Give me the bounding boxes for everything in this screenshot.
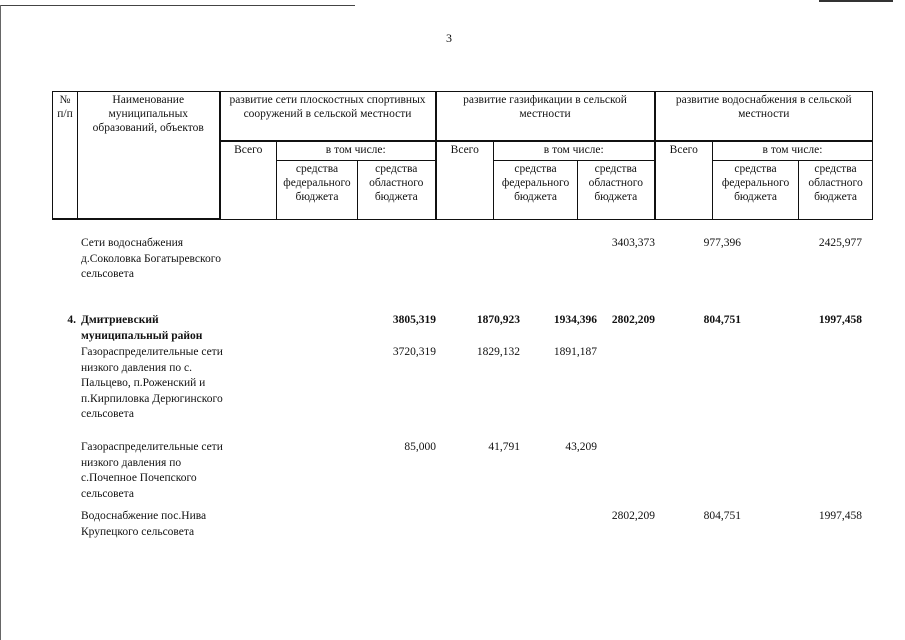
header-group-gas: развитие газификации в сельской местности: [436, 92, 655, 141]
header-group-water: развитие водоснабжения в сельской местности: [655, 92, 873, 141]
water-regional: 2425,977: [818, 237, 862, 249]
header-water-total: Всего: [655, 141, 713, 219]
row-name: Газораспределительные сети низкого давления по с.Почепное Почепского сельсовета: [81, 441, 223, 500]
header-gas-federal: средства федерального бюджета: [494, 161, 578, 219]
water-total: 2802,209: [611, 314, 655, 326]
gas-regional: 1891,187: [553, 346, 597, 358]
row-name: Водоснабжение пос.Нива Крупецкого сельсовета: [81, 510, 207, 538]
header-sports-regional: средства областного бюджета: [358, 161, 436, 219]
header-gas-including: в том числе:: [494, 141, 655, 161]
water-federal: 804,751: [703, 314, 741, 326]
water-regional: 1997,458: [818, 314, 862, 326]
header-col-number: № п/п: [53, 92, 78, 220]
header-water-including: в том числе:: [713, 141, 873, 161]
water-regional: 1997,458: [818, 510, 862, 522]
scan-edge-left: [0, 5, 1, 640]
water-federal: 977,396: [703, 237, 741, 249]
gas-federal: 1870,923: [476, 314, 520, 326]
row-name: Дмитриевский муниципальный район: [81, 314, 203, 342]
gas-total: 3805,319: [392, 314, 436, 326]
water-total: 2802,209: [611, 510, 655, 522]
scan-edge-top: [0, 5, 355, 6]
header-water-federal: средства федерального бюджета: [713, 161, 799, 219]
row-name: Газораспределительные сети низкого давления по с. Пальцево, п.Роженский и п.Кирпиловка Дерюгинского сельсовета: [81, 346, 223, 420]
row-number: 4.: [67, 314, 76, 326]
header-col-name: Наименование муниципальных образований, объектов: [78, 92, 220, 220]
gas-federal: 41,791: [488, 441, 520, 453]
gas-total: 3720,319: [392, 346, 436, 358]
water-total: 3403,373: [611, 237, 655, 249]
header-sports-total: Всего: [220, 141, 277, 219]
scan-edge-top-right: [819, 0, 893, 2]
gas-total: 85,000: [404, 441, 436, 453]
header-gas-total: Всего: [436, 141, 494, 219]
gas-federal: 1829,132: [476, 346, 520, 358]
header-water-regional: средства областного бюджета: [799, 161, 873, 219]
header-gas-regional: средства областного бюджета: [578, 161, 655, 219]
row-name: Сети водоснабжения д.Соколовка Богатыревского сельсовета: [81, 237, 221, 280]
table-header: [52, 91, 873, 220]
page-number: 3: [446, 31, 452, 45]
gas-regional: 43,209: [565, 441, 597, 453]
header-group-sports: развитие сети плоскостных спортивных сооружений в сельской местности: [220, 92, 436, 141]
water-federal: 804,751: [703, 510, 741, 522]
gas-regional: 1934,396: [553, 314, 597, 326]
header-sports-federal: средства федерального бюджета: [277, 161, 358, 219]
header-sports-including: в том числе:: [277, 141, 436, 161]
